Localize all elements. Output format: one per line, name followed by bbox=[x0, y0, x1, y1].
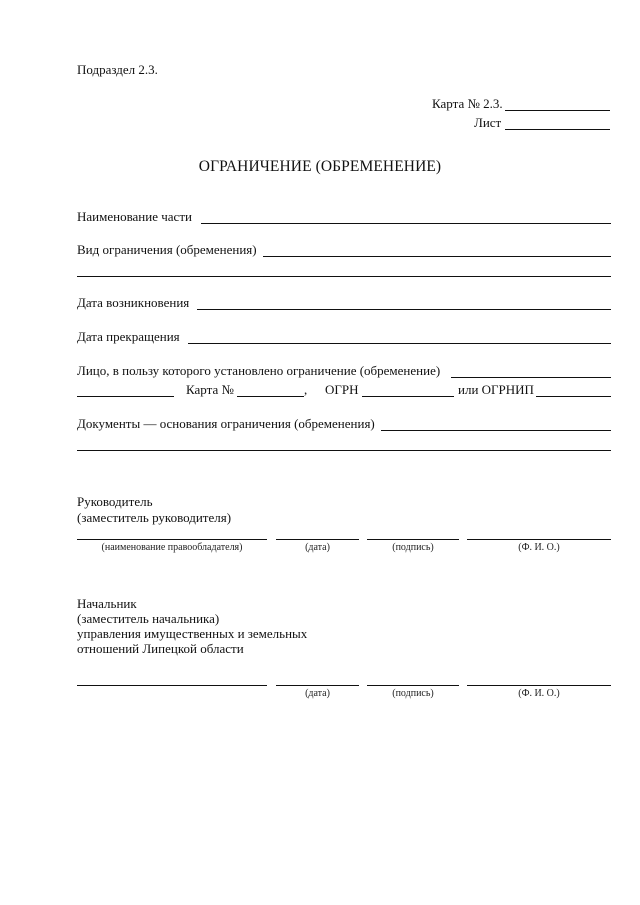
documents-label: Документы — основания ограничения (обременения) bbox=[77, 416, 375, 431]
sign2-date-caption: (дата) bbox=[305, 688, 330, 699]
deputy-head-label: (заместитель руководителя) bbox=[77, 510, 232, 525]
documents-field-continued[interactable] bbox=[77, 450, 611, 451]
restriction-type-field-continued[interactable] bbox=[77, 276, 611, 277]
end-date-label: Дата прекращения bbox=[77, 329, 180, 344]
part-name-field[interactable] bbox=[201, 223, 611, 224]
sign2-date-field[interactable] bbox=[276, 685, 359, 686]
sheet-label: Лист bbox=[474, 115, 502, 130]
holder-name-caption: (наименование правообладателя) bbox=[101, 542, 243, 553]
sign1-signature-field[interactable] bbox=[367, 539, 459, 540]
page-title: ОГРАНИЧЕНИЕ (ОБРЕМЕНЕНИЕ) bbox=[198, 158, 442, 175]
head-label: Руководитель bbox=[77, 494, 153, 509]
sign2-signature-field[interactable] bbox=[367, 685, 459, 686]
deputy-chief-label: (заместитель начальника) bbox=[77, 611, 220, 626]
end-date-field[interactable] bbox=[188, 343, 611, 344]
ogrnip-label: или ОГРНИП bbox=[458, 382, 534, 397]
sign1-fio-field[interactable] bbox=[467, 539, 611, 540]
sign1-date-caption: (дата) bbox=[305, 542, 330, 553]
ogrn-field[interactable] bbox=[362, 396, 454, 397]
sign2-signature-caption: (подпись) bbox=[392, 688, 434, 699]
department-label: управления имущественных и земельных bbox=[77, 626, 308, 641]
card-no-field[interactable] bbox=[237, 396, 304, 397]
holder-name-field[interactable] bbox=[77, 539, 267, 540]
documents-field[interactable] bbox=[381, 430, 611, 431]
card-no-label: Карта № bbox=[186, 382, 234, 397]
sign1-date-field[interactable] bbox=[276, 539, 359, 540]
start-date-field[interactable] bbox=[197, 309, 611, 310]
restriction-type-label: Вид ограничения (обременения) bbox=[77, 242, 257, 257]
sign2-fio-caption: (Ф. И. О.) bbox=[518, 688, 560, 699]
sign2-fio-field[interactable] bbox=[467, 685, 611, 686]
subsection-label: Подраздел 2.3. bbox=[77, 62, 158, 77]
card-number-label: Карта № 2.3. bbox=[432, 96, 503, 111]
card-number-field[interactable] bbox=[505, 110, 610, 111]
region-label: отношений Липецкой области bbox=[77, 641, 244, 656]
sign1-signature-caption: (подпись) bbox=[392, 542, 434, 553]
beneficiary-label: Лицо, в пользу которого установлено ограничение (обременение) bbox=[77, 363, 441, 378]
sign1-fio-caption: (Ф. И. О.) bbox=[518, 542, 560, 553]
restriction-type-field[interactable] bbox=[263, 256, 611, 257]
chief-label: Начальник bbox=[77, 596, 137, 611]
beneficiary-field-continued[interactable] bbox=[77, 396, 174, 397]
sheet-field[interactable] bbox=[505, 129, 610, 130]
comma-separator: , bbox=[304, 382, 308, 397]
chief-name-field[interactable] bbox=[77, 685, 267, 686]
beneficiary-field[interactable] bbox=[451, 377, 611, 378]
start-date-label: Дата возникновения bbox=[77, 295, 190, 310]
part-name-label: Наименование части bbox=[77, 209, 192, 224]
ogrn-label: ОГРН bbox=[325, 382, 359, 397]
ogrnip-field[interactable] bbox=[536, 396, 611, 397]
